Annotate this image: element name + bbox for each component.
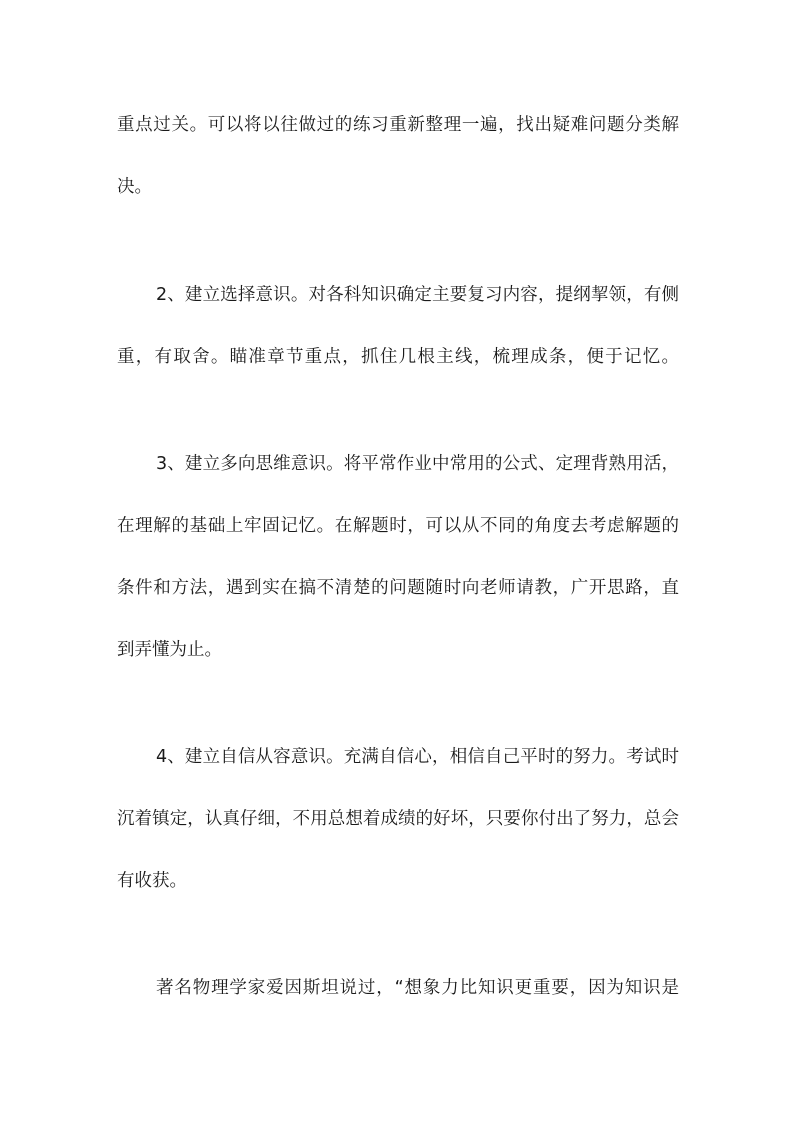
paragraph-2-line-2: 重，有取舍。瞄准章节重点，抓住几根主线，梳理成条，便于记忆。: [117, 347, 679, 367]
paragraph-3-line-3: 条件和方法，遇到实在搞不清楚的问题随时向老师请教，广开思路，直: [117, 578, 679, 598]
paragraph-1-line-1: 重点过关。可以将以往做过的练习重新整理一遍，找出疑难问题分类解: [117, 115, 679, 135]
paragraph-2-line-1: 2、建立选择意识。对各科知识确定主要复习内容，提纲挈领，有侧: [156, 285, 679, 305]
paragraph-3-line-4: 到弄懂为止。: [117, 640, 222, 660]
paragraph-1-line-2: 决。: [117, 177, 152, 197]
paragraph-4-line-1: 4、建立自信从容意识。充满自信心，相信自己平时的努力。考试时: [156, 747, 679, 767]
paragraph-4-line-2: 沉着镇定，认真仔细，不用总想着成绩的好坏，只要你付出了努力，总会: [117, 809, 679, 829]
paragraph-3-line-2: 在理解的基础上牢固记忆。在解题时，可以从不同的角度去考虑解题的: [117, 516, 679, 536]
paragraph-5-line-1: 著名物理学家爱因斯坦说过，“想象力比知识更重要，因为知识是: [156, 978, 679, 998]
paragraph-3-line-1: 3、建立多向思维意识。将平常作业中常用的公式、定理背熟用活，: [156, 454, 679, 474]
paragraph-4-line-3: 有收获。: [117, 871, 187, 891]
